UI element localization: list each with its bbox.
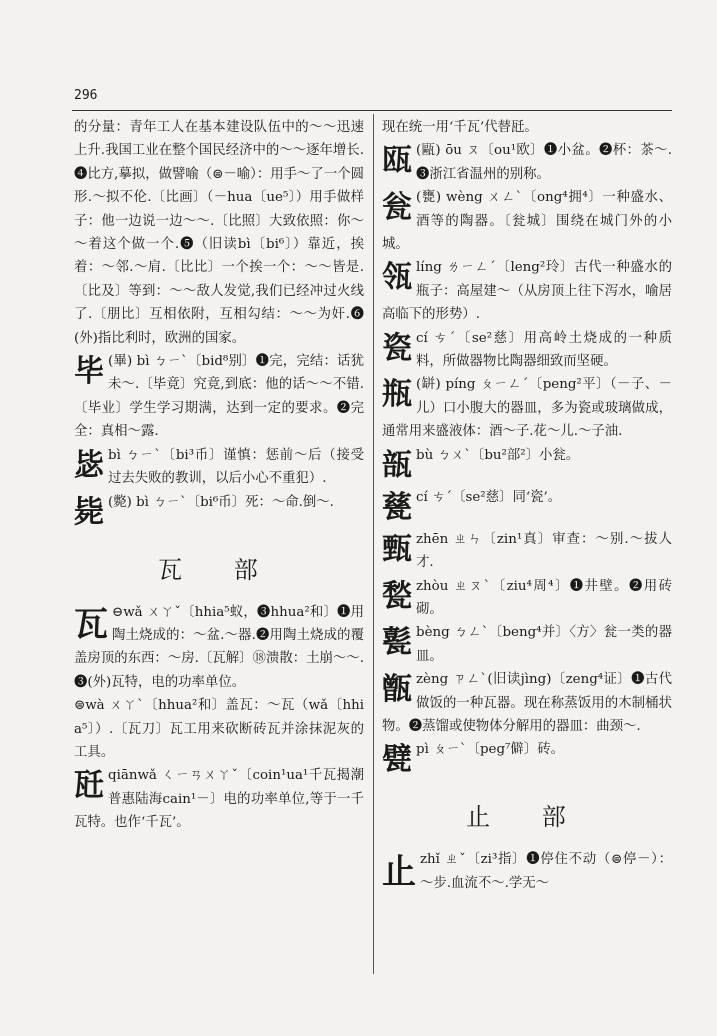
entry-pi xyxy=(382,738,672,778)
entry-zhi xyxy=(382,848,672,895)
section-heading-zhi: 止 部 xyxy=(466,803,588,832)
headword: 甓 xyxy=(382,742,412,778)
left-intro: 的分量：青年工人在基本建设队伍中的～～迅速上升.我国工业在整个国民经济中的～～逐年增长.❹比方,摹拟，做譬喻（⊜－喻）：用手～了一个圆形.～拟不伦.〔比画〕（－hua〔ue⁵〕）用手做样子：他一边说一边～～.〔比照〕大致依照：你～～着这个做一个.❺（旧读bì〔bi⁶〕）靠近，挨着：～邻.～肩.〔比比〕一个挨一个：～～皆是.〔比及〕等到：～～敌人发觉,我们已经冲过火线了.〔朋比〕互相依附，互相勾结：～～为奸.❻(外)指比利时，欧洲的国家。 xyxy=(74,120,364,346)
entry-wa-2 xyxy=(74,694,364,764)
column-divider xyxy=(373,114,374,974)
entry-text: pì ㄆㄧˋ〔peg⁷僻〕砖。 xyxy=(416,742,564,758)
entry-text: (斃) bì ㄅㄧˋ〔bi⁶币〕死：～命.倒～. xyxy=(108,494,334,510)
entry-text: (畢) bì ㄅㄧˋ〔bid⁸别〕❶完，完结：话犹未～.〔毕竟〕究竟,到底：他的话～～不错.〔毕业〕学生学习期满，达到一定的要求。❷完全：真相～露. xyxy=(74,354,364,440)
headword: 瓷 xyxy=(382,330,412,366)
entry-text: qiānwǎ ㄑㄧㄢㄨㄚˇ〔coin¹ua¹千瓦揭潮普惠陆海cain¹－〕电的功率单位,等于一千瓦特。也作‘千瓦’。 xyxy=(74,768,364,831)
entry-ou xyxy=(382,139,672,186)
entry-text: zhēn ㄓㄣ〔zin¹真〕审查：～别.～拔人才. xyxy=(416,531,672,571)
headword: 毕 xyxy=(74,354,104,390)
entry-text: líng ㄌㄧㄥˊ〔leng²玲〕古代一种盛水的瓶子：高屋建～（从房顶上往下泻水，喻居高临下的形势）. xyxy=(382,260,672,323)
entry-zhen xyxy=(382,528,672,575)
entry-text: ⊖wǎ ㄨㄚˇ〔hhia⁵蚁，❸hhua²和〕❶用陶土烧成的：～盆.～器.❷用陶土烧成的覆盖房顶的东西：～房.〔瓦解〕⑱溃散：土崩～～.❸(外)瓦特，电的功率单位。 xyxy=(74,604,364,690)
headword: 甃 xyxy=(382,578,412,614)
headword: 瓿 xyxy=(382,447,412,483)
entry-text: cí ㄘˊ〔se²慈〕用高岭土烧成的一种质料，所做器物比陶器细致而坚硬。 xyxy=(416,330,672,370)
entry-beng xyxy=(382,621,672,668)
entry-bi-3 xyxy=(74,491,364,530)
headword: 甄 xyxy=(382,531,412,567)
entry-text: bèng ㄅㄥˋ〔beng⁴并〕〈方〉瓮一类的器皿。 xyxy=(416,625,672,664)
headword: 瓶 xyxy=(382,377,412,413)
page-number: 296 xyxy=(74,88,98,103)
section-heading-wa: 瓦 部 xyxy=(158,555,280,584)
entry-text: zèng ㄗㄥˋ(旧读jìng)〔zeng⁴证〕❶古代做饭的一种瓦器。现在称蒸饭用的木制桶状物。❷蒸馏或使物体分解用的器皿：曲颈～. xyxy=(382,672,672,734)
entry-text: (缾) píng ㄆㄧㄥˊ〔peng²平〕（－子、－儿）口小腹大的器皿，多为瓷或玻璃做成，通常用来盛液体：酒～子.花～儿.～子油. xyxy=(382,377,672,440)
right-column xyxy=(382,116,672,895)
headword: 止 xyxy=(382,852,416,893)
entry-zeng xyxy=(382,668,672,738)
entry-text: bì ㄅㄧˋ〔bi³币〕谨慎：惩前～后（接受过去失败的教训，以后小心不重犯）. xyxy=(108,447,364,487)
headword: 甆 xyxy=(382,489,412,525)
entry-bi-1 xyxy=(74,350,364,444)
headword: 瓩 xyxy=(74,768,104,804)
top-rule xyxy=(72,110,672,111)
entry-bi-2 xyxy=(74,444,364,491)
entry-zhou xyxy=(382,575,672,622)
headword: 瓴 xyxy=(382,260,412,296)
entry-qianwa xyxy=(74,764,364,834)
entry-text: (甕) wèng ㄨㄥˋ〔ong⁴拥⁴〕一种盛水、酒等的陶器。〔瓮城〕围绕在城门外的小城。 xyxy=(382,190,672,253)
entry-wa-1 xyxy=(74,601,364,695)
entry-text: (甌) ōu ㄡ〔ou¹欧〕❶小盆。❷杯：茶～.❸浙江省温州的别称。 xyxy=(416,143,672,182)
headword: 瓯 xyxy=(382,143,412,179)
left-column xyxy=(74,116,364,835)
entry-text: cí ㄘˊ〔se²慈〕同‘瓷’。 xyxy=(416,489,562,505)
entry-text: bù ㄅㄨˋ〔bu²部²〕小瓮。 xyxy=(416,447,580,463)
entry-text: ⊜wà ㄨㄚˋ〔hhua²和〕盖瓦：～瓦（wǎ〔hhia⁵〕）.〔瓦刀〕瓦工用来砍断砖瓦并涂抹泥灰的工具。 xyxy=(74,698,364,760)
entry-bu xyxy=(382,444,672,483)
entry-ping xyxy=(382,373,672,443)
headword: 瓮 xyxy=(382,190,412,226)
headword: 甏 xyxy=(382,625,412,661)
headword: 甑 xyxy=(382,672,412,708)
entry-ci-1 xyxy=(382,327,672,374)
headword: 毙 xyxy=(74,494,104,530)
entry-weng xyxy=(382,186,672,256)
right-intro: 现在统一用‘千瓦’代替瓩。 xyxy=(382,120,538,135)
entry-ci-2 xyxy=(382,486,672,525)
headword: 毖 xyxy=(74,447,104,483)
entry-text: zhǐ ㄓˇ〔zi³指〕❶停住不动（⊜停－）：～步.血流不～.学无～ xyxy=(420,852,672,891)
headword: 瓦 xyxy=(74,604,108,645)
entry-text: zhòu ㄓㄡˋ〔ziu⁴周⁴〕❶井壁。❷用砖砌。 xyxy=(416,578,672,617)
entry-ling xyxy=(382,256,672,326)
